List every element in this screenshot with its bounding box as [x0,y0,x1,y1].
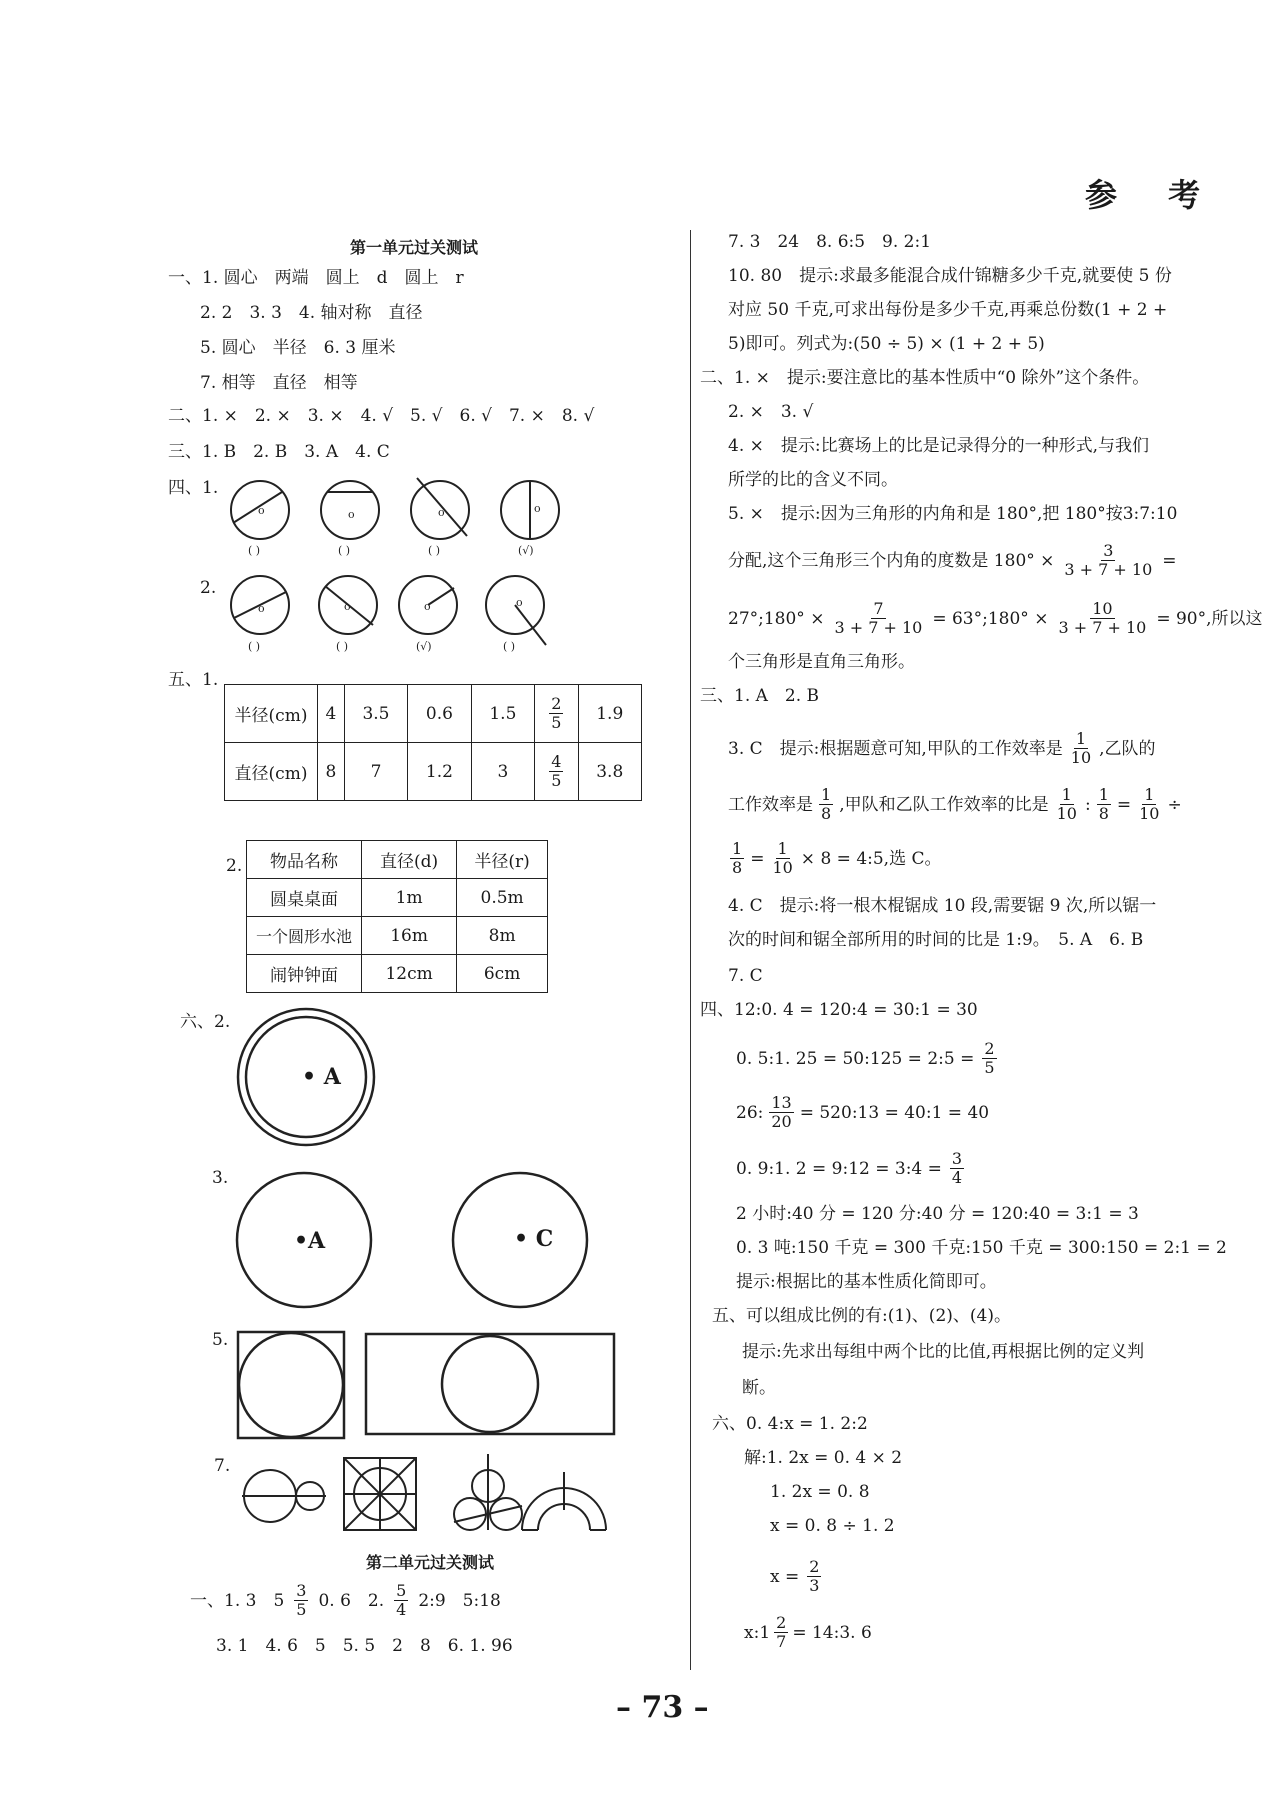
r-text: ,乙队的 [1099,738,1156,759]
table2-cell: 圆桌桌面 [247,879,362,917]
radius-diameter-table [224,684,642,801]
r-text: = [1116,794,1132,815]
table2-header: 直径(d) [362,841,457,879]
r-text: 0. 9:1. 2 = 9:12 = 3:4 = [736,1158,942,1179]
table2-cell: 6cm [457,955,548,993]
r-line: 六、0. 4:x = 1. 2:2 [712,1414,868,1434]
r-line-fraction [728,600,1263,637]
u1-s4-label1: 四、1. [168,478,219,498]
table2-cell: 0.5m [457,879,548,917]
table1-cell: 1.5 [471,685,534,743]
u1-s6-label5: 5. [212,1330,229,1350]
table1-cell: $\frac{4}{5}$ [535,743,578,801]
circle-center-o: o [516,596,523,609]
object-diameter-table [246,840,548,993]
table2-cell: 12cm [362,955,457,993]
r-text: x = [770,1566,800,1587]
table1-cell: 8 [318,743,345,801]
r-line: 7. C [728,966,763,986]
section4-row2-circles [228,570,588,655]
r-line: 2. × 3. √ [728,402,814,422]
u2-fraction: $\frac{3}{5}$ [296,1581,307,1619]
table2-cell: 闹钟钟面 [247,955,362,993]
answer-mark: ( ) [338,544,351,557]
r-line-fraction [736,1150,966,1187]
r-line: 2 小时:40 分 = 120 分:40 分 = 120:40 = 3:1 = 3 [736,1204,1139,1224]
table1-cell: $\frac{2}{5}$ [535,685,578,743]
r-fraction: $\frac{1}{10}$ [772,839,793,877]
r-text: = 14:3. 6 [792,1622,872,1643]
table2-cell: 8m [457,917,548,955]
r-line: 次的时间和锯全部所用的时间的比是 1:9。 5. A 6. B [728,930,1144,950]
u1-s3: 三、1. B 2. B 3. A 4. C [168,442,390,462]
r-line: 提示:先求出每组中两个比的比值,再根据比例的定义判 [742,1342,1145,1362]
r-line: 4. × 提示:比赛场上的比是记录得分的一种形式,与我们 [728,436,1149,456]
u1-s6-label2: 六、2. [180,1012,231,1032]
r-text: 分配,这个三角形三个内角的度数是 180° × [728,550,1055,571]
page-header-title: 参 考 [1085,176,1221,214]
circle-center-o: o [438,506,445,519]
table2-header: 半径(r) [457,841,548,879]
u2-line2: 3. 1 4. 6 5 5. 5 2 8 6. 1. 96 [216,1636,513,1656]
r-line: 个三角形是直角三角形。 [728,652,915,672]
r-text: = [1162,550,1177,571]
section4-row1-circles [225,478,585,558]
r-line: 所学的比的含义不同。 [728,470,898,490]
r-text: = 63°;180° × [932,608,1049,629]
r-line: 对应 50 千克,可求出每份是多少千克,再乘总份数(1 + 2 + [728,300,1168,320]
r-line: 断。 [742,1378,776,1398]
r-line: 二、1. × 提示:要注意比的基本性质中“0 除外”这个条件。 [700,368,1150,388]
r-fraction: $\frac{2}{3}$ [809,1557,820,1595]
r-text: ,甲队和乙队工作效率的比是 [839,794,1049,815]
r-line-fraction [736,1094,989,1131]
u1-s6-label7: 7. [214,1456,231,1476]
answer-mark: ( ) [428,544,441,557]
r-fraction: $\frac{1}{8}$ [821,785,832,823]
circle-in-square-figure [236,1330,636,1442]
r-line-fraction [728,840,942,877]
u2-line1 [190,1582,501,1619]
r-fraction: $\frac{3}{4}$ [951,1149,963,1187]
r-fraction: $\frac{1}{8}$ [1098,785,1109,823]
r-fraction: $\frac{1}{8}$ [732,839,743,877]
r-fraction: $\frac{7}{3 + 7 + 10}$ [834,599,923,637]
r-line-fraction [728,542,1177,579]
answer-mark: (√) [518,544,534,557]
point-a-label: •A [294,1228,326,1254]
r-text: = 90°,所以这 [1156,608,1263,629]
table1-radius-label: 半径(cm) [225,685,318,743]
u1-s5-label2: 2. [226,856,243,876]
r-line: 4. C 提示:将一根木棍锯成 10 段,需要锯 9 次,所以锯一 [728,896,1157,916]
table2-header: 物品名称 [247,841,362,879]
table1-cell: 3.5 [344,685,407,743]
r-text: 工作效率是 [728,794,813,815]
r-line: 10. 80 提示:求最多能混合成什锦糖多少千克,就要使 5 份 [728,266,1172,286]
answer-mark: ( ) [503,640,516,653]
answer-mark: (√) [416,640,432,653]
point-c-label: • C [514,1226,554,1252]
r-fraction: $\frac{1}{10}$ [1070,729,1092,767]
r-fraction: $\frac{2}{7}$ [776,1613,787,1651]
r-line: 三、1. A 2. B [700,686,820,706]
table1-cell: 1.2 [408,743,471,801]
r-line-fraction [728,786,1182,823]
u2-line1-text-c: 2:9 5:18 [418,1590,501,1611]
r-text: : [1084,794,1091,815]
circle-patterns-figure [240,1452,610,1534]
u1-s5-label: 五、1. [168,670,219,690]
r-text: x:1 [744,1622,771,1643]
r-text: 27°;180° × [728,608,825,629]
r-line-fraction [728,730,1156,767]
r-line-fraction [770,1558,823,1595]
r-fraction: $\frac{10}{3 + 7 + 10}$ [1058,599,1147,637]
r-line: 5. × 提示:因为三角形的内角和是 180°,把 180°按3:7:10 [728,504,1178,524]
circle-center-o: o [258,602,265,615]
r-text: 3. C 提示:根据题意可知,甲队的工作效率是 [728,738,1063,759]
r-fraction: $\frac{2}{5}$ [984,1039,995,1077]
column-divider [690,230,691,1670]
circle-center-o: o [344,600,351,613]
r-line: 解:1. 2x = 0. 4 × 2 [744,1448,903,1468]
r-line: x = 0. 8 ÷ 1. 2 [770,1516,895,1536]
table2-cell: 一个圆形水池 [247,917,362,955]
unit2-title: 第二单元过关测试 [366,1553,495,1572]
r-line: 提示:根据比的基本性质化简即可。 [736,1272,997,1292]
r-fraction: $\frac{13}{20}$ [771,1093,792,1131]
r-line: 0. 3 吨:150 千克 = 300 千克:150 千克 = 300:150 = 2:1 = 2 [736,1238,1227,1258]
u2-fraction: $\frac{5}{4}$ [396,1581,407,1619]
page-number: – 73 – [616,1690,709,1725]
r-fraction: $\frac{1}{10}$ [1139,785,1160,823]
table1-cell: 3 [471,743,534,801]
u2-line1-text-a: 一、1. 3 5 [190,1590,285,1611]
table1-cell: 1.9 [578,685,641,743]
point-a-label: • A [302,1064,341,1090]
table1-diameter-label: 直径(cm) [225,743,318,801]
r-line: 五、可以组成比例的有:(1)、(2)、(4)。 [712,1306,1011,1326]
table1-cell: 4 [318,685,345,743]
u1-s1-line4: 7. 相等 直径 相等 [200,373,358,393]
table2-cell: 16m [362,917,457,955]
r-line: 1. 2x = 0. 8 [770,1482,870,1502]
table2-cell: 1m [362,879,457,917]
u1-s2: 二、1. × 2. × 3. × 4. √ 5. √ 6. √ 7. × 8. √ [168,406,595,426]
answer-mark: ( ) [336,640,349,653]
r-text: 26: [736,1102,764,1123]
r-text: 0. 5:1. 25 = 50:125 = 2:5 = [736,1048,975,1069]
circle-center-o: o [258,504,265,517]
r-line-fraction [736,1040,999,1077]
circle-center-o: o [348,508,355,521]
u2-line1-text-b: 0. 6 2. [318,1590,385,1611]
table1-cell: 7 [344,743,407,801]
unit1-title: 第一单元过关测试 [350,238,479,257]
r-line: 7. 3 24 8. 6:5 9. 2:1 [728,232,932,252]
u1-s1-line2: 2. 2 3. 3 4. 轴对称 直径 [200,303,423,323]
u1-s4-label2: 2. [200,578,217,598]
u1-s1-line1: 一、1. 圆心 两端 圆上 d 圆上 r [168,268,464,288]
r-line: 5)即可。列式为:(50 ÷ 5) × (1 + 2 + 5) [728,334,1045,354]
answer-mark: ( ) [248,544,261,557]
answer-mark: ( ) [248,640,261,653]
r-text: ÷ [1167,794,1182,815]
r-text: = [750,848,765,869]
circle-center-o: o [534,502,541,515]
r-fraction: $\frac{3}{3 + 7 + 10}$ [1064,541,1153,579]
r-text: = 520:13 = 40:1 = 40 [799,1102,990,1123]
table1-cell: 3.8 [578,743,641,801]
r-line-fraction [744,1614,872,1651]
r-text: × 8 = 4:5,选 C。 [800,848,942,869]
r-fraction: $\frac{1}{10}$ [1056,785,1077,823]
circle-center-o: o [424,600,431,613]
table1-cell: 0.6 [408,685,471,743]
r-line: 四、12:0. 4 = 120:4 = 30:1 = 30 [700,1000,978,1020]
u1-s6-label3: 3. [212,1168,229,1188]
u1-s1-line3: 5. 圆心 半径 6. 3 厘米 [200,338,396,358]
